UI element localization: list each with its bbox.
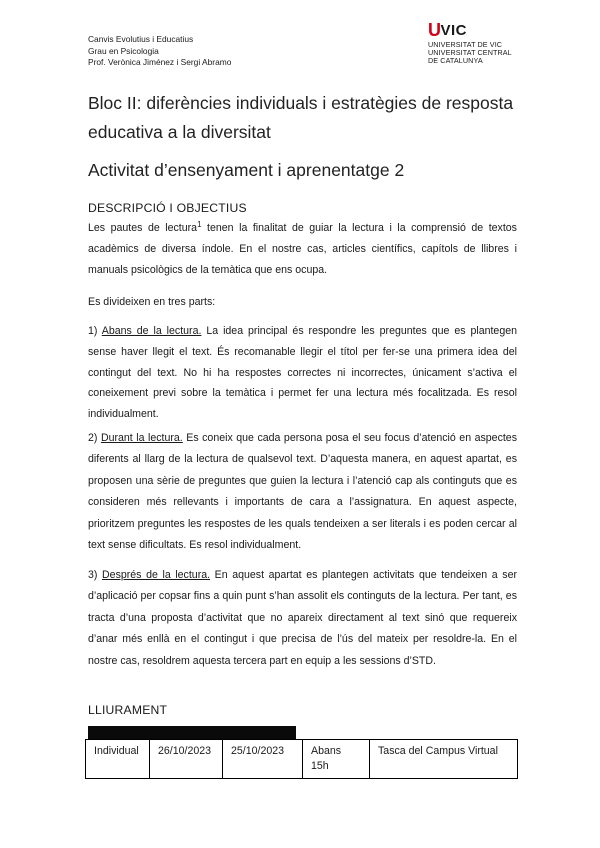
course-header	[88, 34, 231, 69]
part3-title: Després de la lectura.	[102, 569, 211, 581]
intro-text-start: Les pautes de lectura	[88, 222, 198, 234]
course-name: Canvis Evolutius i Educatius	[88, 34, 194, 44]
footnote-marker[interactable]: 1	[197, 220, 202, 229]
uvic-logo	[428, 21, 528, 65]
logo-line-3: DE CATALUNYA	[428, 56, 483, 65]
part1-title: Abans de la lectura.	[101, 325, 202, 337]
logo-mark-vic: VIC	[440, 22, 468, 39]
part-after-reading	[88, 565, 517, 672]
table-cell-task: Tasca del Campus Virtual	[370, 740, 518, 779]
activity-subtitle: Activitat d’ensenyament i aprenentatge 2	[88, 160, 405, 180]
part-before-reading	[88, 321, 517, 425]
logo-line-2: UNIVERSITAT CENTRAL	[428, 48, 512, 57]
table-cell-date-1: 26/10/2023	[150, 740, 223, 779]
logo-line-1: UNIVERSITAT DE VIC	[428, 40, 503, 49]
part1-number: 1)	[88, 325, 102, 337]
part3-text: En aquest apartat es plantegen activitats que tendeixen a ser d’aplicació per copsar fins a quin punt s’han assolit els continguts de la lectura. Per tant, es tracta d’una proposta d’activitat que no apareix directament al text sinó que requereix d’anar més enllà en el contingut i que precisa de l’ús del mateix per resoldre-la. En el nostre cas, resoldrem aquesta tercera part en equip a les sessions d’STD.	[88, 569, 517, 667]
parts-intro: Es divideixen en tres parts:	[88, 296, 216, 308]
part2-text: Es coneix que cada persona posa el seu focus d’atenció en aspectes diferents al llarg de la lectura de qualsevol text. D’aquesta manera, en aquest apartat, es proposen una sèrie de preguntes que guien la lectura i l’atenció cap als continguts que es consideren més rellevants i importants de cara a l’assignatura. En aquest aspecte, prioritzem preguntes les respostes de les quals tendeixen a ser literals i es poden cercar al text sense dificultats. Es resol individualment.	[88, 432, 517, 552]
table-cell-time: Abans 15h	[303, 740, 370, 779]
table-cell-modality: Individual	[86, 740, 150, 779]
page-title: Bloc II: diferències individuals i estratègies de resposta educativa a la diversitat	[88, 93, 514, 142]
part-during-reading	[88, 428, 517, 556]
part1-text: La idea principal és respondre les preguntes que es plantegen sense haver llegit el text. És recomanable llegir el títol per fer-se una primera idea del contingut del text. No hi ha respostes correctes ni incorrectes, únicament s’activa el coneixement previ sobre la temàtica i permet fer una lectura més focalitzada. Es resol individualment.	[88, 325, 518, 421]
logo-text	[428, 41, 528, 65]
delivery-table	[85, 739, 518, 779]
description-heading: DESCRIPCIÓ I OBJECTIUS	[88, 201, 247, 215]
professors: Prof. Verònica Jiménez i Sergi Abramo	[88, 57, 232, 67]
logo-mark-u: U	[428, 20, 441, 40]
degree-name: Grau en Psicologia	[88, 45, 159, 56]
table-cell-date-2: 25/10/2023	[223, 740, 303, 779]
intro-paragraph	[88, 218, 517, 280]
logo-mark	[428, 21, 528, 39]
delivery-heading: LLIURAMENT	[88, 703, 168, 717]
intro-text-end: tenen la finalitat de guiar la lectura i la comprensió de textos acadèmics de diversa índole. En el nostre cas, articles científics, capítols de llibres i manuals psicològics de la temàtica que ens ocupa.	[88, 222, 517, 276]
redaction-bar	[88, 726, 296, 740]
part2-number: 2)	[88, 432, 101, 444]
part2-title: Durant la lectura.	[100, 432, 183, 444]
part3-number: 3)	[88, 569, 103, 581]
table-row	[86, 740, 518, 779]
